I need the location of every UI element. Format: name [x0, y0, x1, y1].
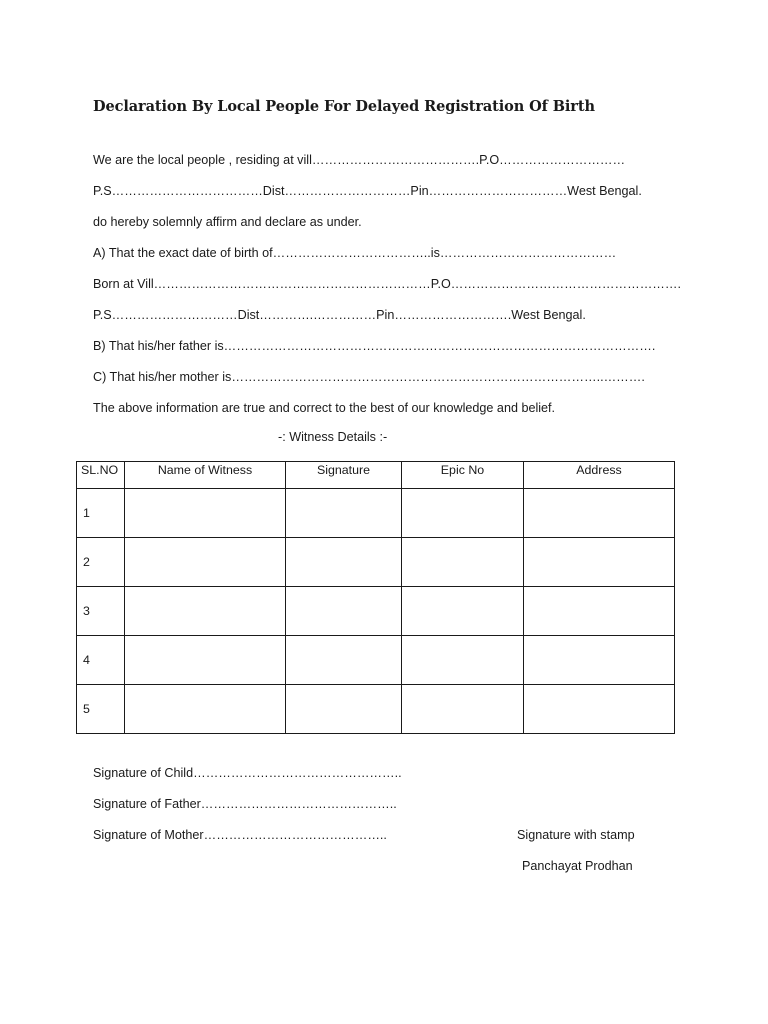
mother-line: C) That his/her mother is……………………………………………………………………………..……….	[93, 370, 645, 384]
witness-address-cell[interactable]	[524, 685, 675, 734]
header-epic-no: Epic No	[402, 462, 524, 489]
witness-name-cell[interactable]	[125, 538, 286, 587]
witness-name-cell[interactable]	[125, 489, 286, 538]
signature-of-father: Signature of Father………………………………………..	[93, 797, 397, 811]
witness-heading: -: Witness Details :-	[278, 430, 388, 444]
header-name-of-witness: Name of Witness	[125, 462, 286, 489]
row-sl-no: 2	[77, 538, 125, 587]
witness-signature-cell[interactable]	[286, 636, 402, 685]
header-address: Address	[524, 462, 675, 489]
table-row	[77, 685, 675, 734]
header-signature: Signature	[286, 462, 402, 489]
birth-place-line: Born at Vill…………………………………………………………P.O……………………………………………….	[93, 277, 681, 291]
witness-name-cell[interactable]	[125, 685, 286, 734]
witness-signature-cell[interactable]	[286, 587, 402, 636]
signature-with-stamp: Signature with stamp	[517, 828, 635, 842]
witness-signature-cell[interactable]	[286, 685, 402, 734]
witness-signature-cell[interactable]	[286, 538, 402, 587]
witness-epic-cell[interactable]	[402, 636, 524, 685]
table-row	[77, 538, 675, 587]
panchayat-prodhan: Panchayat Prodhan	[522, 859, 633, 873]
table-row	[77, 636, 675, 685]
witness-epic-cell[interactable]	[402, 587, 524, 636]
date-of-birth-line: A) That the exact date of birth of………………………………..is……………………………………	[93, 246, 617, 260]
witness-epic-cell[interactable]	[402, 489, 524, 538]
row-sl-no: 5	[77, 685, 125, 734]
birth-place-ps-line: P.S…………………………Dist………….……………Pin……………………….West Bengal.	[93, 308, 586, 322]
row-sl-no: 4	[77, 636, 125, 685]
father-line: B) That his/her father is………………………………………………………………………………………….	[93, 339, 656, 353]
witness-table-header	[77, 462, 675, 489]
witness-address-cell[interactable]	[524, 489, 675, 538]
form-title: Declaration By Local People For Delayed Registration Of Birth	[93, 98, 595, 115]
row-sl-no: 3	[77, 587, 125, 636]
witness-address-cell[interactable]	[524, 538, 675, 587]
witness-name-cell[interactable]	[125, 636, 286, 685]
table-row	[77, 587, 675, 636]
witness-table	[76, 461, 675, 734]
row-sl-no: 1	[77, 489, 125, 538]
header-sl-no: SL.NO	[77, 462, 125, 489]
police-station-line: P.S………………………………Dist…………………………Pin……………………………West Bengal.	[93, 184, 642, 198]
witness-address-cell[interactable]	[524, 587, 675, 636]
signature-of-mother: Signature of Mother……………………………………..	[93, 828, 387, 842]
witness-signature-cell[interactable]	[286, 489, 402, 538]
witness-name-cell[interactable]	[125, 587, 286, 636]
witness-address-cell[interactable]	[524, 636, 675, 685]
affirmation-line: do hereby solemnly affirm and declare as under.	[93, 215, 362, 229]
truth-statement: The above information are true and correct to the best of our knowledge and belief.	[93, 401, 556, 415]
witness-epic-cell[interactable]	[402, 685, 524, 734]
table-row	[77, 489, 675, 538]
signature-of-child: Signature of Child…………………………………………..	[93, 766, 402, 780]
residence-line: We are the local people , residing at vill………………………………….P.O…………………………	[93, 153, 626, 167]
witness-epic-cell[interactable]	[402, 538, 524, 587]
